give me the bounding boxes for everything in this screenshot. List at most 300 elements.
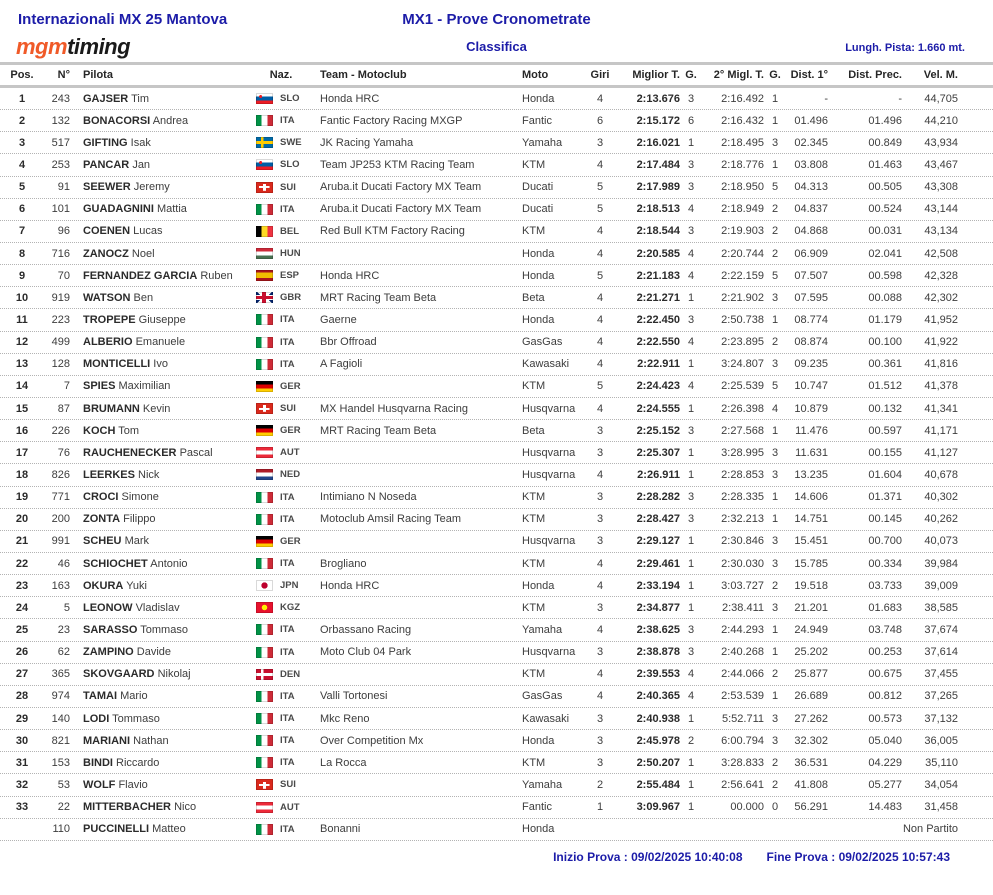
best-time-lap: 3 bbox=[687, 225, 695, 238]
rider-surname: GUADAGNINI bbox=[83, 203, 154, 216]
nation-code: HUN bbox=[280, 248, 301, 260]
second-best-lap: 1 bbox=[771, 646, 779, 659]
laps-count: 4 bbox=[596, 557, 604, 570]
rider-number: 163 bbox=[51, 579, 70, 592]
best-time-lap: 3 bbox=[687, 513, 695, 526]
best-time-lap: 1 bbox=[687, 801, 695, 814]
second-best-lap: 5 bbox=[771, 380, 779, 393]
nationality-cell bbox=[250, 580, 312, 591]
second-best-lap: 1 bbox=[771, 114, 779, 127]
position-value: 1 bbox=[18, 92, 26, 105]
rider-surname: LODI bbox=[83, 712, 110, 725]
rider-number: 223 bbox=[51, 313, 70, 326]
nation-code: SLO bbox=[280, 93, 300, 105]
best-time-lap: 1 bbox=[687, 778, 695, 791]
nation-code: ITA bbox=[280, 203, 295, 215]
second-best-lap: 5 bbox=[771, 269, 779, 282]
best-time: 2:38.625 bbox=[636, 623, 680, 636]
second-best-lap: 2 bbox=[771, 203, 779, 216]
nationality-cell bbox=[250, 182, 312, 193]
team-name: Moto Club 04 Park bbox=[320, 646, 412, 659]
laps-count: 3 bbox=[596, 734, 604, 747]
nationality-cell bbox=[250, 381, 312, 392]
best-time: 2:24.423 bbox=[636, 380, 680, 393]
nation-flag-icon bbox=[256, 381, 273, 392]
rider-name bbox=[70, 624, 250, 636]
table-row bbox=[0, 376, 993, 398]
gap-to-first: 56.291 bbox=[794, 801, 828, 814]
position-value: 28 bbox=[15, 690, 29, 703]
nation-flag-icon bbox=[256, 536, 273, 547]
rider-surname: WOLF bbox=[83, 778, 116, 791]
gap-to-first: 03.808 bbox=[794, 158, 828, 171]
bike-brand: Yamaha bbox=[522, 778, 563, 791]
best-time-lap: 4 bbox=[687, 690, 695, 703]
second-best-time: 2:21.902 bbox=[721, 291, 764, 304]
team-name: A Fagioli bbox=[320, 358, 363, 371]
best-time-lap: 1 bbox=[687, 136, 695, 149]
best-time: 2:24.555 bbox=[636, 402, 680, 415]
nation-flag-icon bbox=[256, 691, 273, 702]
gap-to-first: 14.606 bbox=[794, 491, 828, 504]
second-best-time: 2:26.398 bbox=[721, 402, 764, 415]
table-row bbox=[0, 774, 993, 796]
rider-name bbox=[70, 757, 250, 769]
gap-to-previous: 01.512 bbox=[868, 380, 902, 393]
rider-name bbox=[70, 580, 250, 592]
best-time: 2:29.461 bbox=[636, 557, 680, 570]
nation-flag-icon bbox=[256, 558, 273, 569]
nationality-cell bbox=[250, 469, 312, 480]
rider-surname: WATSON bbox=[83, 291, 131, 304]
team-name: Mkc Reno bbox=[320, 712, 370, 725]
laps-count: 4 bbox=[596, 623, 604, 636]
team-name: MX Handel Husqvarna Racing bbox=[320, 402, 468, 415]
nation-code: GER bbox=[280, 535, 301, 547]
average-speed: 44,210 bbox=[924, 114, 958, 127]
team-name: Fantic Factory Racing MXGP bbox=[320, 114, 463, 127]
best-time-lap: 1 bbox=[687, 291, 695, 304]
second-best-time: 2:44.066 bbox=[721, 668, 764, 681]
rider-name bbox=[70, 380, 250, 392]
position-value: 20 bbox=[15, 513, 29, 526]
nation-flag-icon bbox=[256, 337, 273, 348]
second-best-lap: 2 bbox=[771, 225, 779, 238]
col-pos: Pos. bbox=[10, 69, 34, 81]
rider-firstname: Tommaso bbox=[112, 712, 160, 725]
nation-flag-icon bbox=[256, 447, 273, 458]
best-time: 2:22.550 bbox=[636, 336, 680, 349]
best-time-lap: 3 bbox=[687, 92, 695, 105]
gap-to-previous: 00.253 bbox=[868, 646, 902, 659]
second-best-lap: 3 bbox=[771, 468, 779, 481]
rider-number: 22 bbox=[57, 801, 70, 814]
second-best-lap: 5 bbox=[771, 181, 779, 194]
laps-count: 1 bbox=[596, 801, 604, 814]
nation-code: SUI bbox=[280, 779, 296, 791]
rider-firstname: Andrea bbox=[152, 114, 189, 127]
rider-name bbox=[70, 403, 250, 415]
nation-flag-icon bbox=[256, 115, 273, 126]
bike-brand: KTM bbox=[522, 557, 546, 570]
second-best-lap: 3 bbox=[771, 358, 779, 371]
bike-brand: KTM bbox=[522, 668, 546, 681]
average-speed: 43,467 bbox=[924, 158, 958, 171]
best-time-lap: 4 bbox=[687, 247, 695, 260]
second-best-lap: 1 bbox=[771, 92, 779, 105]
best-time: 2:40.365 bbox=[636, 690, 680, 703]
table-header-row bbox=[0, 62, 993, 88]
bike-brand: Fantic bbox=[522, 114, 552, 127]
team-name: La Rocca bbox=[320, 756, 367, 769]
average-speed: 37,265 bbox=[924, 690, 958, 703]
best-time: 2:20.585 bbox=[636, 247, 680, 260]
nation-flag-icon bbox=[256, 647, 273, 658]
nationality-cell bbox=[250, 492, 312, 503]
gap-to-first: 41.808 bbox=[794, 778, 828, 791]
nation-code: SWE bbox=[280, 137, 302, 149]
average-speed: 37,614 bbox=[924, 646, 958, 659]
best-time-lap: 1 bbox=[687, 468, 695, 481]
team-name: Bbr Offroad bbox=[320, 336, 377, 349]
nation-code: DEN bbox=[280, 668, 301, 680]
rider-number: 87 bbox=[57, 402, 70, 415]
best-time: 2:40.938 bbox=[636, 712, 680, 725]
table-row bbox=[0, 819, 993, 841]
second-best-lap: 2 bbox=[771, 579, 779, 592]
nationality-cell bbox=[250, 359, 312, 370]
bike-brand: Honda bbox=[522, 313, 555, 326]
second-best-lap: 3 bbox=[771, 557, 779, 570]
second-best-time: 2:28.853 bbox=[721, 468, 764, 481]
table-row bbox=[0, 464, 993, 486]
nation-flag-icon bbox=[256, 314, 273, 325]
second-best-time: 2:56.641 bbox=[721, 778, 764, 791]
gap-to-previous: 00.700 bbox=[868, 535, 902, 548]
laps-count: 4 bbox=[596, 336, 604, 349]
rider-surname: KOCH bbox=[83, 424, 116, 437]
second-best-lap: 1 bbox=[771, 313, 779, 326]
laps-count: 4 bbox=[596, 225, 604, 238]
laps-count: 5 bbox=[596, 380, 604, 393]
table-row bbox=[0, 531, 993, 553]
rider-surname: SEEWER bbox=[83, 181, 131, 194]
rider-surname: SKOVGAARD bbox=[83, 668, 155, 681]
table-row bbox=[0, 619, 993, 641]
laps-count: 4 bbox=[596, 247, 604, 260]
average-speed: 34,054 bbox=[924, 778, 958, 791]
rider-surname: GIFTING bbox=[83, 136, 128, 149]
rider-number: 140 bbox=[51, 712, 70, 725]
nation-code: GER bbox=[280, 380, 301, 392]
table-row bbox=[0, 398, 993, 420]
average-speed: Non Partito bbox=[902, 823, 958, 836]
rider-surname: COENEN bbox=[83, 225, 131, 238]
second-best-lap: 3 bbox=[771, 535, 779, 548]
team-name: MRT Racing Team Beta bbox=[320, 424, 437, 437]
rider-surname: SCHEU bbox=[83, 535, 122, 548]
nationality-cell bbox=[250, 292, 312, 303]
position-value: 14 bbox=[15, 380, 29, 393]
gap-to-previous: 03.733 bbox=[868, 579, 902, 592]
gap-to-first: 07.507 bbox=[794, 269, 828, 282]
best-time-lap: 1 bbox=[687, 557, 695, 570]
second-best-time: 2:27.568 bbox=[721, 424, 764, 437]
bike-brand: KTM bbox=[522, 380, 546, 393]
rider-firstname: Noel bbox=[131, 247, 155, 260]
bike-brand: Husqvarna bbox=[522, 535, 576, 548]
second-best-lap: 1 bbox=[771, 690, 779, 703]
rider-number: 76 bbox=[57, 446, 70, 459]
rider-name bbox=[70, 93, 250, 105]
rider-name bbox=[70, 491, 250, 503]
gap-to-previous: 00.505 bbox=[868, 181, 902, 194]
team-name: Honda HRC bbox=[320, 92, 380, 105]
best-time: 2:22.450 bbox=[636, 313, 680, 326]
nation-flag-icon bbox=[256, 226, 273, 237]
best-time-lap: 1 bbox=[687, 402, 695, 415]
best-time: 2:17.484 bbox=[636, 158, 680, 171]
nation-code: KGZ bbox=[280, 602, 301, 614]
bike-brand: Beta bbox=[522, 291, 545, 304]
rider-name bbox=[70, 425, 250, 437]
nation-flag-icon bbox=[256, 469, 273, 480]
best-time-lap: 1 bbox=[687, 535, 695, 548]
table-row bbox=[0, 686, 993, 708]
nationality-cell bbox=[250, 159, 312, 170]
table-row bbox=[0, 265, 993, 287]
rider-firstname: Emanuele bbox=[135, 336, 186, 349]
gap-to-previous: 00.100 bbox=[868, 336, 902, 349]
rider-surname: GAJSER bbox=[83, 92, 129, 105]
rider-surname: BONACORSI bbox=[83, 114, 151, 127]
rider-name bbox=[70, 336, 250, 348]
second-best-lap: 2 bbox=[771, 668, 779, 681]
gap-to-first: 25.877 bbox=[794, 668, 828, 681]
table-row bbox=[0, 177, 993, 199]
rider-surname: TAMAI bbox=[83, 690, 118, 703]
laps-count: 3 bbox=[596, 601, 604, 614]
event-title: Internazionali MX 25 Mantova bbox=[18, 11, 228, 28]
bike-brand: Fantic bbox=[522, 801, 552, 814]
nation-flag-icon bbox=[256, 824, 273, 835]
bike-brand: Beta bbox=[522, 424, 545, 437]
rider-surname: MONTICELLI bbox=[83, 358, 151, 371]
col-speed: Vel. M. bbox=[923, 69, 958, 81]
nationality-cell bbox=[250, 314, 312, 325]
rider-name bbox=[70, 115, 250, 127]
best-time: 2:25.152 bbox=[636, 424, 680, 437]
gap-to-first: 07.595 bbox=[794, 291, 828, 304]
best-time-lap: 3 bbox=[687, 181, 695, 194]
nationality-cell bbox=[250, 204, 312, 215]
col-team: Team - Motoclub bbox=[320, 69, 407, 81]
bike-brand: Ducati bbox=[522, 181, 554, 194]
rider-firstname: Mario bbox=[120, 690, 148, 703]
average-speed: 43,934 bbox=[924, 136, 958, 149]
position-value: 5 bbox=[18, 181, 26, 194]
position-value: 29 bbox=[15, 712, 29, 725]
average-speed: 38,585 bbox=[924, 601, 958, 614]
rider-number: 5 bbox=[63, 601, 70, 614]
rider-surname: SARASSO bbox=[83, 623, 138, 636]
rider-surname: SPIES bbox=[83, 380, 116, 393]
second-best-time: 3:24.807 bbox=[721, 358, 764, 371]
gap-to-first: 14.751 bbox=[794, 513, 828, 526]
average-speed: 36,005 bbox=[924, 734, 958, 747]
laps-count: 5 bbox=[596, 269, 604, 282]
average-speed: 41,378 bbox=[924, 380, 958, 393]
nation-flag-icon bbox=[256, 624, 273, 635]
col-second-lap: G. bbox=[769, 69, 781, 81]
rider-name bbox=[70, 292, 250, 304]
rider-surname: ZAMPINO bbox=[83, 646, 134, 659]
average-speed: 39,984 bbox=[924, 557, 958, 570]
team-name: Honda HRC bbox=[320, 579, 380, 592]
average-speed: 42,328 bbox=[924, 269, 958, 282]
nation-code: ITA bbox=[280, 513, 295, 525]
rider-surname: BINDI bbox=[83, 756, 113, 769]
team-name: JK Racing Yamaha bbox=[320, 136, 414, 149]
best-time: 2:13.676 bbox=[636, 92, 680, 105]
laps-count: 4 bbox=[596, 291, 604, 304]
rider-name bbox=[70, 203, 250, 215]
nation-flag-icon bbox=[256, 292, 273, 303]
team-name: MRT Racing Team Beta bbox=[320, 291, 437, 304]
position-value: 25 bbox=[15, 623, 29, 636]
position-value: 11 bbox=[16, 313, 28, 326]
rider-name bbox=[70, 513, 250, 525]
nation-flag-icon bbox=[256, 735, 273, 746]
nation-flag-icon bbox=[256, 580, 273, 591]
gap-to-previous: 00.597 bbox=[868, 424, 902, 437]
second-best-lap: 3 bbox=[771, 734, 779, 747]
rider-number: 70 bbox=[57, 269, 70, 282]
nation-code: NED bbox=[280, 469, 301, 481]
table-row bbox=[0, 797, 993, 819]
second-best-time: 2:18.949 bbox=[721, 203, 764, 216]
rider-firstname: Nick bbox=[138, 468, 160, 481]
nation-flag-icon bbox=[256, 514, 273, 525]
best-time-lap: 4 bbox=[687, 269, 695, 282]
second-best-time: 2:25.539 bbox=[721, 380, 764, 393]
second-best-time: 3:28.833 bbox=[721, 756, 764, 769]
gap-to-previous: 14.483 bbox=[868, 801, 902, 814]
rider-name bbox=[70, 668, 250, 680]
table-row bbox=[0, 730, 993, 752]
nation-code: ITA bbox=[280, 115, 295, 127]
rider-firstname: Mark bbox=[124, 535, 150, 548]
best-time: 2:50.207 bbox=[636, 756, 680, 769]
rider-number: 91 bbox=[57, 181, 70, 194]
best-time-lap: 4 bbox=[687, 380, 695, 393]
rider-number: 365 bbox=[51, 668, 70, 681]
table-row bbox=[0, 642, 993, 664]
position-value: 31 bbox=[15, 756, 29, 769]
best-time: 2:45.978 bbox=[636, 734, 680, 747]
position-value: 16 bbox=[15, 424, 29, 437]
col-best-time: Miglior T. bbox=[632, 69, 680, 81]
rider-number: 23 bbox=[57, 623, 70, 636]
table-row bbox=[0, 199, 993, 221]
table-row bbox=[0, 221, 993, 243]
second-best-time: 3:28.995 bbox=[721, 446, 764, 459]
laps-count: 3 bbox=[596, 646, 604, 659]
table-row bbox=[0, 243, 993, 265]
bike-brand: Husqvarna bbox=[522, 468, 576, 481]
laps-count: 3 bbox=[596, 491, 604, 504]
position-value: 7 bbox=[18, 225, 26, 238]
position-value: 24 bbox=[15, 601, 29, 614]
session-times-footer bbox=[0, 850, 993, 864]
table-row bbox=[0, 442, 993, 464]
nation-flag-icon bbox=[256, 93, 273, 104]
results-body bbox=[0, 88, 993, 841]
position-value: 21 bbox=[15, 535, 29, 548]
gap-to-previous: 00.088 bbox=[868, 291, 902, 304]
gap-to-first: - bbox=[824, 92, 828, 105]
rider-surname: MARIANI bbox=[83, 734, 131, 747]
rider-name bbox=[70, 801, 250, 813]
nation-code: ITA bbox=[280, 314, 295, 326]
position-value: 3 bbox=[18, 136, 26, 149]
average-speed: 40,262 bbox=[924, 513, 958, 526]
best-time: 2:15.172 bbox=[636, 114, 680, 127]
rider-name bbox=[70, 447, 250, 459]
second-best-time: 3:03.727 bbox=[721, 579, 764, 592]
nationality-cell bbox=[250, 226, 312, 237]
laps-count: 4 bbox=[596, 402, 604, 415]
bike-brand: KTM bbox=[522, 756, 546, 769]
rider-surname: MITTERBACHER bbox=[83, 801, 171, 814]
gap-to-first: 19.518 bbox=[794, 579, 828, 592]
nationality-cell bbox=[250, 713, 312, 724]
rider-number: 517 bbox=[51, 136, 70, 149]
rider-firstname: Giuseppe bbox=[138, 313, 186, 326]
nation-flag-icon bbox=[256, 270, 273, 281]
best-time-lap: 2 bbox=[687, 734, 695, 747]
second-best-time: 2:20.744 bbox=[721, 247, 764, 260]
rider-name bbox=[70, 137, 250, 149]
rider-firstname: Lucas bbox=[133, 225, 163, 238]
laps-count: 3 bbox=[596, 446, 604, 459]
team-name: Honda HRC bbox=[320, 269, 380, 282]
gap-to-first: 25.202 bbox=[794, 646, 828, 659]
second-best-time: 2:18.495 bbox=[721, 136, 764, 149]
rider-surname: SCHIOCHET bbox=[83, 557, 148, 570]
bike-brand: Kawasaki bbox=[522, 712, 570, 725]
best-time-lap: 1 bbox=[687, 601, 695, 614]
second-best-time: 6:00.794 bbox=[721, 734, 764, 747]
rider-name bbox=[70, 558, 250, 570]
average-speed: 40,302 bbox=[924, 491, 958, 504]
rider-surname: LEONOW bbox=[83, 601, 133, 614]
nation-code: AUT bbox=[280, 801, 300, 813]
laps-count: 4 bbox=[596, 158, 604, 171]
rider-name bbox=[70, 713, 250, 725]
rider-name bbox=[70, 270, 250, 282]
second-best-time: 2:18.776 bbox=[721, 158, 764, 171]
bike-brand: KTM bbox=[522, 513, 546, 526]
gap-to-first: 08.774 bbox=[794, 313, 828, 326]
nation-code: SLO bbox=[280, 159, 300, 171]
rider-firstname: Kevin bbox=[142, 402, 171, 415]
rider-name bbox=[70, 248, 250, 260]
col-dist-first: Dist. 1° bbox=[790, 69, 828, 81]
col-num: N° bbox=[57, 69, 70, 81]
laps-count: 4 bbox=[596, 468, 604, 481]
position-value: 13 bbox=[15, 358, 29, 371]
